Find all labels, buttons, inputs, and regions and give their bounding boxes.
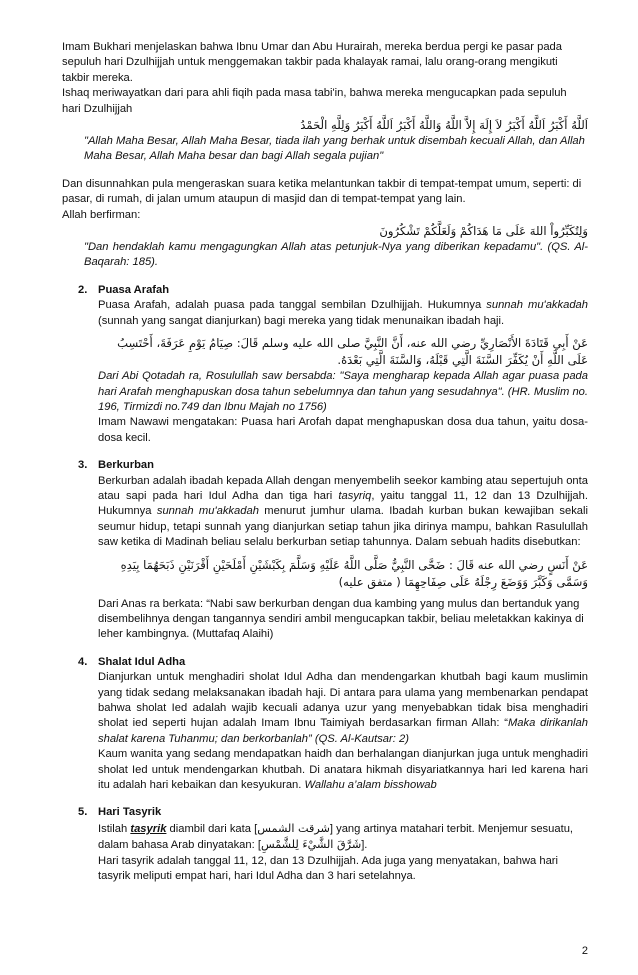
section-paragraph-2: Imam Nawawi mengatakan: Puasa hari Arofah dapat menghapuskan dosa dua tahun, yaitu dosa-dosa kecil. (98, 416, 588, 444)
italic-term: tasyriq (338, 489, 372, 502)
section-number: 2. (78, 283, 88, 296)
hadith-arabic: عَنْ أَنَسٍ رضي الله عنه قَالَ : ضَحَّى النَّبِيُّ صَلَّى اللَّهُ عَلَيْهِ وَسَلَّمَ بِكَبْشَيْنِ أَمْلَحَيْنِ أَقْرَنَيْنِ ذَبَحَهُمَا بِيَدِهِ وَسَمَّى وَكَبَّرَ وَوَضَعَ رِجْلَهُ عَلَى صِفَاحِهِمَا ( متفق عليه) (120, 557, 588, 589)
arabic-term: شرقت الشمس (257, 821, 330, 835)
text-run: Berkurban adalah ibadah kepada Allah dengan menyembelih seekor kambing atau sepertujuh onta atau sapi pada hari Idul Adha dan tiga hari (98, 474, 588, 502)
section-paragraph (98, 298, 588, 329)
section-shalat-idul-adha (62, 655, 588, 794)
section-title: Berkurban (98, 459, 154, 472)
text-run: Dianjurkan untuk menghadiri sholat Idul Adha dan mendengarkan khutbah bagi kaum muslimin yang tidak sedang melaksanakan ibadah haji. Di antara para ulama yang membenarkan pendapat bahwa sholat Ied adalah wajib kecuali adanya uzur yang menyebabkan tidak bisa menghadiri sholat ied seperti hujan adalah Imam Ibnu Taimiyah berdasarkan firman Allah: “ (98, 671, 588, 730)
section-paragraph-2 (98, 747, 588, 793)
term-tasyrik: tasyrik (130, 822, 167, 835)
text-run: (sunnah yang sangat dianjurkan) bagi mereka yang tidak menunaikan ibadah haji. (98, 314, 505, 327)
arabic-term: شَرَّقَ الشَّيْءَ لِلشَّمْسِ (260, 838, 362, 852)
section-title: Puasa Arafah (98, 283, 170, 296)
section-title: Hari Tasyrik (98, 806, 162, 819)
section-paragraph (98, 474, 588, 551)
section-paragraph (98, 670, 588, 747)
section-paragraph-2: Hari tasyrik adalah tanggal 11, 12, dan 13 Dzulhijjah. Ada juga yang menyatakan, bahwa hari tasyrik meliputi empat hari, hari Idul Adha dan 3 hari setelahnya. (98, 854, 559, 883)
section-berkurban (62, 458, 588, 643)
text-run: Kaum wanita yang sedang mendapatkan haidh dan berhalangan dianjurkan juga untuk menghadiri sholat Ied untuk mendengarkan khutbah. Di anatara hikmah disyariatkannya hari Ied karena hari itu adalah hari kebaikan dan kesyukuran. (98, 748, 588, 792)
verse-arabic: وَلِتُكَبِّرُواْ اللهَ عَلَى مَا هَدَاكُمْ وَلَعَلَّكُمْ تَشْكُرُونَ (379, 224, 588, 239)
hadith-arabic: عَنْ أَبِي قَتَادَةَ الأَنْصَارِيِّ رضي الله عنه، أَنَّ النَّبِيَّ صلى الله عليه وسلم قَالَ: صِيَامُ يَوْمِ عَرَفَةَ، أَحْتَسِبُ عَلَى اللَّهِ أَنْ يُكَفِّرَ السَّنَةَ الَّتِي قَبْلَهُ، وَالسَّنَةَ الَّتِي بَعْدَهُ. (117, 336, 588, 368)
takbir-translation: "Allah Maha Besar, Allah Maha Besar, tiada ilah yang berhak untuk disembah kecuali Allah, dan Allah Maha Besar, Allah Maha besar dan bagi Allah segala pujian" (84, 135, 585, 163)
section-number: 4. (78, 655, 88, 668)
section-title: Shalat Idul Adha (98, 655, 186, 668)
text-run: menurut jumhur ulama. Ibadah kurban bukan kewajiban sekali seumur hidup, tetapi sunnah yang dianjurkan setiap tahun jika dirinya mampu, bahkan Rasulullah saw ketika di Madinah beliau selalu berkurban setiap tahunnya. Dalam sebuah hadits disebutkan: (98, 505, 588, 549)
text-run: ]. (361, 839, 368, 852)
hadith-translation: Dari Abi Qotadah ra, Rosulullah saw bersabda: "Saya mengharap kepada Allah agar puasa pada hari Arafah menghapuskan dosa tahun sebelumnya dan tahun yang sesudahnya". (HR. Muslim no. 196, Tirmizdi no.749 dan Ibnu Majah no 1756) (98, 370, 588, 413)
text-run: , yaitu tanggal 11, 12 dan 13 Dzulhijjah. Hukumnya (98, 489, 588, 518)
intro-paragraph-3: Dan disunnahkan pula mengeraskan suara ketika melantunkan takbir di tempat-tempat umum, seperti: di pasar, di rumah, di jalan umum ataupun di masjid dan di tempat-tempat yang lain. (62, 177, 582, 206)
italic-closing: Wallahu a’alam bisshowab (304, 779, 437, 792)
italic-term: sunnah mu'akkadah (486, 299, 588, 312)
page-number: 2 (581, 945, 588, 957)
section-number: 3. (78, 459, 88, 472)
intro-paragraph-2: Ishaq meriwayatkan dari para ahli fiqih pada masa tabi'in, bahwa mereka mengucapkan pada sepuluh hari Dzulhijjah (62, 87, 567, 115)
section-hari-tasyrik (62, 805, 588, 884)
hadith-translation: Dari Anas ra berkata: “Nabi saw berkurban dengan dua kambing yang mulus dan bertanduk yang disembelihnya dengan tangannya sendiri ambil mengucapkan takbir, beliau meletakkan kakinya di leher kambingnya. (Muttafaq Alaihi) (98, 597, 584, 641)
text-run: diambil dari kata [ (166, 822, 258, 835)
verse-translation: "Dan hendaklah kamu mengagungkan Allah atas petunjuk-Nya yang diberikan kepadamu". (QS. Al-Baqarah: 185). (84, 241, 588, 269)
italic-term: sunnah mu'akkadah (156, 505, 259, 518)
text-run: Istilah (98, 822, 131, 835)
intro-paragraph-1: Imam Bukhari menjelaskan bahwa Ibnu Umar dan Abu Hurairah, mereka berdua pergi ke pasar pada sepuluh hari Dzulhijjah untuk menggemakan takbir pada khalayak ramai, lalu orang-orang mengikuti takbir mereka. (62, 41, 562, 84)
section-number: 5. (78, 806, 88, 819)
document-page (62, 40, 588, 884)
intro-paragraph-4: Allah berfirman: (62, 208, 141, 221)
text-run: ] yang artinya matahari terbit. Menjemur sesuatu, dalam bahasa Arab dinyatakan: [ (98, 822, 574, 852)
takbir-arabic: اَللَّهُ أَكْبَرُ اَللَّهُ أَكْبَرُ لاَ إِلَهَ إِلاَّ اللَّهُ وَاللَّهُ أَكْبَرُ اَللَّهُ أَكْبَرُ وَلِلَّهِ الْحَمْدُ (300, 118, 588, 133)
italic-quote: Maka dirikanlah shalat karena Tuhanmu; dan berkorbanlah” (QS. Al-Kautsar: 2) (98, 717, 588, 745)
section-puasa-arafah (62, 283, 588, 446)
section-paragraph (98, 821, 588, 854)
text-run: Puasa Arafah, adalah puasa pada tanggal sembilan Dzulhijjah. Hukumnya (98, 299, 487, 312)
